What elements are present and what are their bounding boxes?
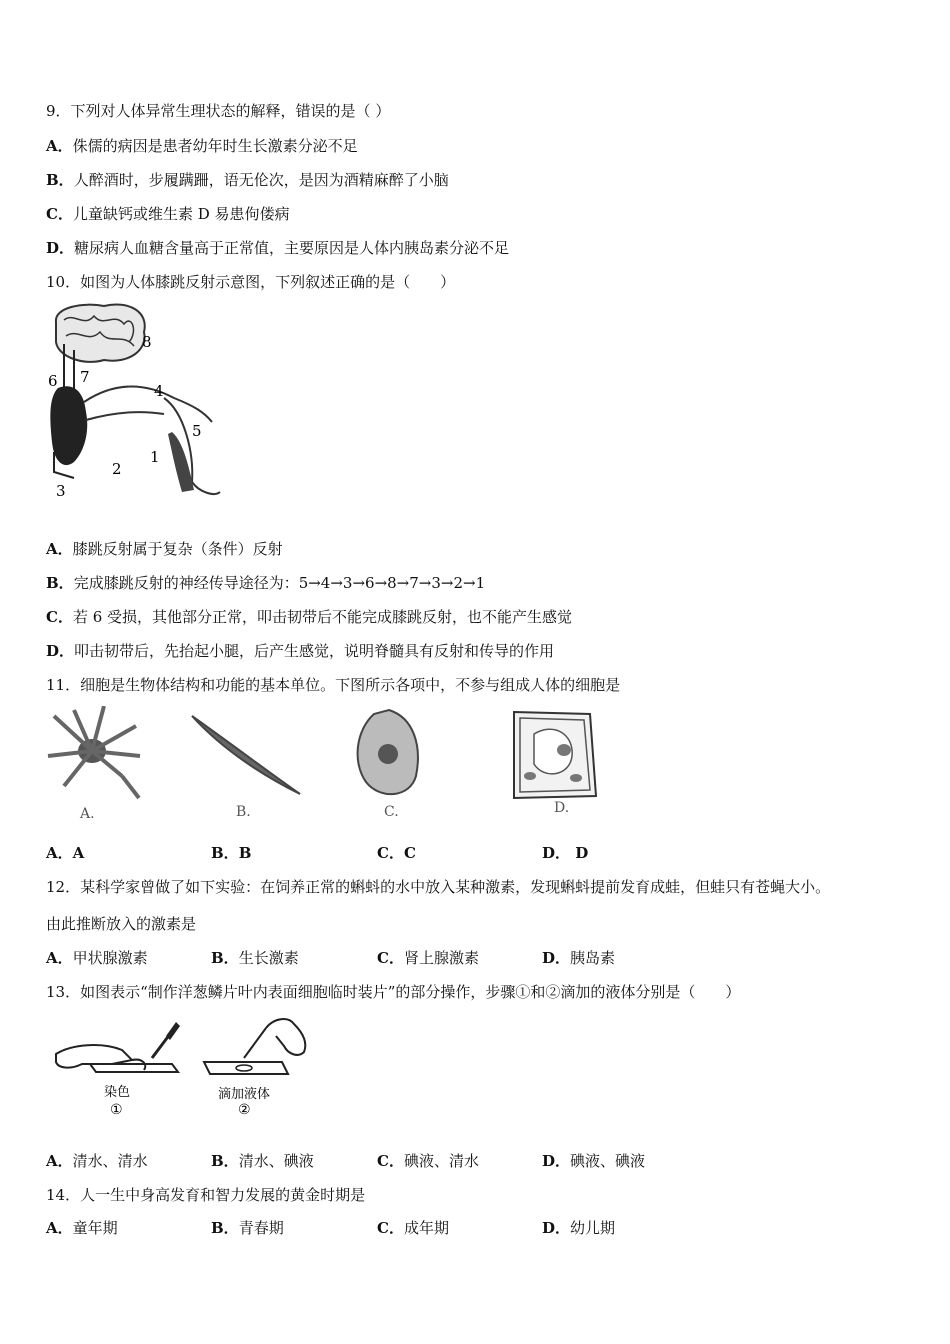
step1-marker: ① [110, 1102, 123, 1118]
option-text: 碘液、清水 [403, 1152, 479, 1170]
option-text: 童年期 [72, 1219, 118, 1237]
label-5: 5 [192, 422, 202, 440]
option-label: C． [46, 608, 73, 626]
q13-option-b [211, 1151, 314, 1171]
option-label: D． [46, 239, 75, 257]
option-text: 膝跳反射属于复杂（条件）反射 [72, 540, 283, 558]
option-text: 青春期 [238, 1219, 284, 1237]
step2-caption: 滴加液体 [218, 1087, 271, 1102]
q9-option-d [46, 238, 509, 258]
figure-label-b: B. [236, 804, 251, 820]
nerve-cell-drawing [48, 706, 140, 822]
option-text: 叩击韧带后，先抬起小腿，后产生感觉，说明脊髓具有反射和传导的作用 [74, 642, 555, 660]
option-text: 儿童缺钙或维生素 D 易患佝偻病 [72, 205, 290, 223]
q13-stem: 13．如图表示“制作洋葱鳞片叶内表面细胞临时装片”的部分操作，步骤①和②滴加的液体分别是（ ） [46, 983, 741, 1001]
label-4: 4 [154, 382, 164, 400]
q14-stem: 14．人一生中身高发育和智力发展的黄金时期是 [46, 1186, 366, 1204]
option-text: 完成膝跳反射的神经传导途径为：5→4→3→6→8→7→3→2→1 [73, 574, 486, 592]
option-label: B． [211, 1152, 239, 1170]
option-text: 肾上腺激素 [403, 949, 479, 967]
q12-option-d [542, 948, 615, 968]
q10-option-b [46, 573, 485, 593]
option-label: B． [211, 1219, 239, 1237]
q9-stem: 9．下列对人体异常生理状态的解释，错误的是（ ） [46, 102, 391, 120]
option-text: 成年期 [403, 1219, 449, 1237]
label-7: 7 [80, 368, 90, 386]
q12-option-c [377, 948, 479, 968]
option-text: 胰岛素 [570, 949, 616, 967]
q13-option-a [46, 1151, 148, 1171]
q12-stem-line1: 12．某科学家曾做了如下实验：在饲养正常的蝌蚪的水中放入某种激素，发现蝌蚪提前发育成蛙，但蛙只有苍蝇大小。 [46, 878, 831, 896]
q11-stem: 11．细胞是生物体结构和功能的基本单位。下图所示各项中，不参与组成人体的细胞是 [46, 676, 621, 694]
option-text: D [570, 844, 589, 862]
option-text: B [238, 844, 252, 862]
option-label: D． [46, 642, 75, 660]
option-label: A． [46, 1219, 73, 1237]
option-label: C． [377, 1152, 404, 1170]
q12-option-a [46, 948, 148, 968]
figure-label-a: A. [80, 806, 95, 822]
option-label: D． [542, 1219, 571, 1237]
option-label: A． [46, 949, 73, 967]
option-label: A． [46, 844, 73, 862]
option-label: C． [46, 205, 73, 223]
option-label: D． [542, 1152, 571, 1170]
option-label: A． [46, 137, 73, 155]
label-6: 6 [48, 372, 58, 390]
q14-option-c [377, 1218, 449, 1238]
q10-option-c [46, 607, 572, 627]
epithelial-cell-drawing [358, 710, 418, 820]
q13-option-c [377, 1151, 479, 1171]
figure-label-c: C. [384, 804, 399, 820]
q14-option-a [46, 1218, 118, 1238]
option-text: 清水、碘液 [238, 1152, 314, 1170]
option-label: C． [377, 844, 404, 862]
option-text: 甲状腺激素 [72, 949, 148, 967]
q12-option-b [211, 948, 299, 968]
cell-types-figure [44, 706, 614, 824]
q10-option-a [46, 539, 283, 559]
step1-caption: 染色 [104, 1085, 131, 1100]
option-label: B． [211, 844, 239, 862]
option-label: D． [542, 949, 571, 967]
option-text: 幼儿期 [570, 1219, 616, 1237]
q9-option-c [46, 204, 290, 224]
option-text: 人醉酒时，步履蹒跚，语无伦次，是因为酒精麻醉了小脑 [73, 171, 449, 189]
option-text: 碘液、碘液 [570, 1152, 646, 1170]
option-text: 清水、清水 [72, 1152, 148, 1170]
q10-stem: 10．如图为人体膝跳反射示意图，下列叙述正确的是（ ） [46, 273, 456, 291]
q10-option-d [46, 641, 554, 661]
option-label: B． [211, 949, 239, 967]
q13-option-d [542, 1151, 645, 1171]
muscle-cell-drawing [192, 716, 300, 820]
label-3: 3 [56, 482, 66, 500]
figure-label-d: D. [554, 800, 570, 816]
option-text: 若 6 受损，其他部分正常，叩击韧带后不能完成膝跳反射，也不能产生感觉 [72, 608, 573, 626]
option-label: A． [46, 1152, 73, 1170]
q14-option-b [211, 1218, 284, 1238]
label-8: 8 [142, 333, 152, 351]
staining-step-drawing [56, 1022, 180, 1118]
label-2: 2 [112, 460, 122, 478]
option-label: A． [46, 540, 73, 558]
q14-option-d [542, 1218, 615, 1238]
plant-cell-drawing [514, 712, 596, 816]
add-liquid-step-drawing [204, 1019, 305, 1118]
option-label: B． [46, 171, 74, 189]
q9-option-a [46, 136, 358, 156]
option-label: D． [542, 844, 571, 862]
option-text: 侏儒的病因是患者幼年时生长激素分泌不足 [72, 137, 358, 155]
option-text: 糖尿病人血糖含量高于正常值，主要原因是人体内胰岛素分泌不足 [74, 239, 510, 257]
q11-option-c [377, 843, 416, 863]
q11-option-b [211, 843, 251, 863]
knee-jerk-reflex-diagram [44, 302, 224, 502]
option-text: 生长激素 [238, 949, 299, 967]
option-label: C． [377, 1219, 404, 1237]
q9-option-b [46, 170, 449, 190]
q11-option-a [46, 843, 84, 863]
option-text: A [72, 844, 85, 862]
q12-stem-line2: 由此推断放入的激素是 [46, 915, 197, 933]
step2-marker: ② [238, 1102, 251, 1118]
option-label: C． [377, 949, 404, 967]
label-1: 1 [150, 448, 160, 466]
slide-preparation-figure [52, 1014, 312, 1120]
option-label: B． [46, 574, 74, 592]
q11-option-d [542, 843, 588, 863]
option-text: C [403, 844, 416, 862]
